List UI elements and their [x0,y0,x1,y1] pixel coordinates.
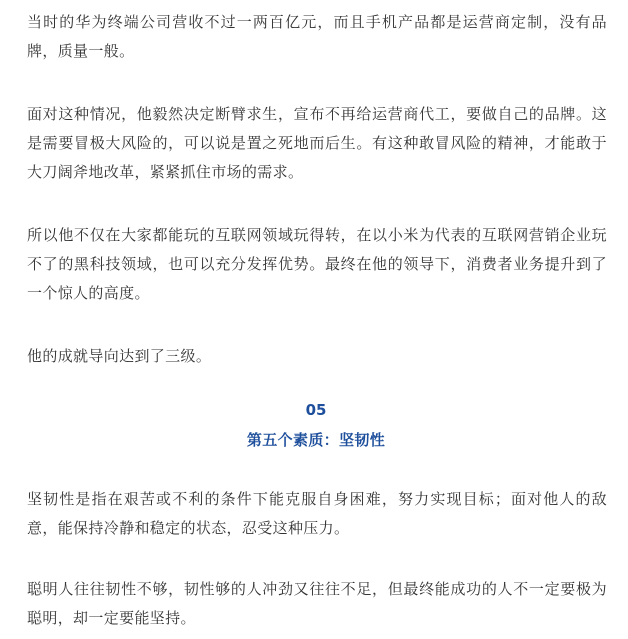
section-title: 第五个素质：坚韧性 [246,431,386,449]
paragraph-own-brand-decision: 面对这种情况，他毅然决定断臂求生，宣布不再给运营商代工，要做自己的品牌。这是需要冒极大风险的，可以说是置之死地而后生。有这种敢冒风险的精神，才能敢于大刀阔斧地改革，紧紧抓住市场的需求。 [27,105,607,181]
paragraph-huawei-revenue: 当时的华为终端公司营收不过一两百亿元，而且手机产品都是运营商定制，没有品牌，质量一般。 [27,13,607,60]
paragraph-tenacity-definition: 坚韧性是指在艰苦或不利的条件下能克服自身困难，努力实现目标；面对他人的敌意，能保持冷静和稳定的状态，忍受这种压力。 [27,490,607,537]
paragraph-persistence: 聪明人往往韧性不够，韧性够的人冲劲又往往不足，但最终能成功的人不一定要极为聪明，却一定要能坚持。 [27,580,607,627]
section-number: 05 [305,401,327,419]
paragraph-internet-and-tech: 所以他不仅在大家都能玩的互联网领域玩得转，在以小米为代表的互联网营销企业玩不了的黑科技领域，也可以充分发挥优势。最终在他的领导下，消费者业务提升到了一个惊人的高度。 [27,226,607,302]
paragraph-achievement-level: 他的成就导向达到了三级。 [27,347,212,365]
